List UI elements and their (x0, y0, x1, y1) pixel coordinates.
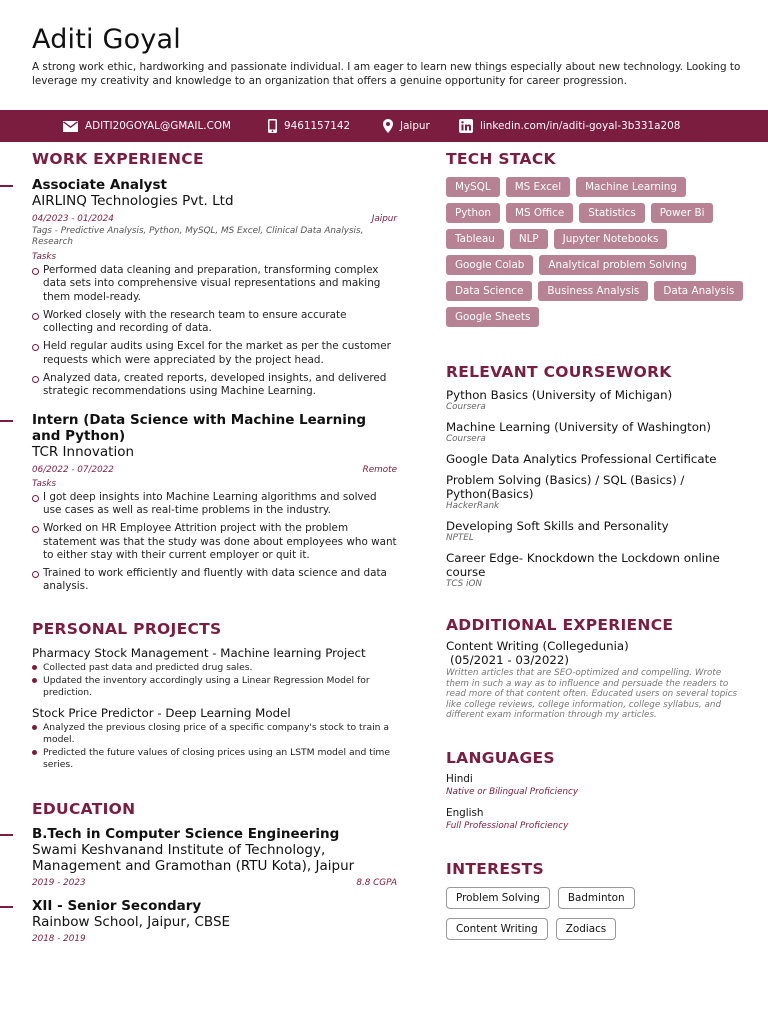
tech-chip: Data Analysis (654, 281, 743, 301)
task-item: Worked on HR Employee Attrition project with the problem statement was that the study was done about employees who want to either stay with their current employer or quit it. (32, 522, 397, 562)
job-org: AIRLINQ Technologies Pvt. Ltd (32, 193, 234, 209)
job-marker (0, 420, 13, 422)
tech-stack-section (446, 150, 746, 327)
tech-chip: Google Sheets (446, 307, 539, 327)
education-entry (32, 898, 397, 944)
tech-chip: Tableau (446, 229, 504, 249)
section-title-projects: PERSONAL PROJECTS (32, 619, 222, 638)
location-text: Jaipur (400, 120, 430, 132)
course-item (446, 420, 746, 445)
job-meta (32, 465, 397, 475)
education-degree: XII - Senior Secondary (32, 898, 202, 915)
contact-email[interactable] (63, 110, 231, 142)
left-column (32, 150, 397, 944)
interests-section (446, 860, 746, 940)
coursework-section (446, 363, 746, 590)
course-item (446, 452, 746, 466)
project-name: Stock Price Predictor - Deep Learning Model (32, 706, 291, 721)
job-entry (32, 177, 397, 399)
tech-chip: MS Office (506, 203, 573, 223)
education-marker (0, 834, 13, 836)
right-column (446, 150, 746, 940)
linkedin-text: linkedin.com/in/aditi-goyal-3b331a208 (480, 120, 681, 132)
job-entry (32, 412, 397, 594)
task-item: Held regular audits using Excel for the market as per the customer requests which were appreciated by the project head. (32, 340, 397, 367)
languages-section (446, 749, 746, 832)
project-bullets (32, 662, 397, 699)
personal-projects-section (32, 620, 397, 771)
job-meta (32, 214, 397, 224)
section-title-interests: INTERESTS (446, 859, 545, 878)
tech-chip: Google Colab (446, 255, 533, 275)
education-meta (32, 878, 397, 888)
project-bullet: Collected past data and predicted drug sales. (32, 662, 397, 674)
work-experience-section (32, 150, 397, 594)
additional-description: Written articles that are SEO-optimized and compelling. Wrote them in such a way as to influence and persuade the readers to read more of that content often. Educated users on several topics like college reviews, college information, college syllabus, and different exam information through my articles. (446, 668, 738, 721)
tasks-label: Tasks (32, 478, 57, 489)
tech-chip: Jupyter Notebooks (554, 229, 668, 249)
task-item: Analyzed data, created reports, developed insights, and delivered strategic recommendations using Machine Learning. (32, 372, 397, 399)
interest-tag: Problem Solving (446, 887, 550, 909)
course-name: Career Edge- Knockdown the Lockdown online course (446, 551, 720, 579)
course-provider: NPTEL (446, 533, 474, 543)
education-marker (0, 906, 13, 908)
job-location: Remote (362, 464, 397, 475)
resume-header (32, 24, 742, 88)
education-school: Swami Keshvanand Institute of Technology, Management and Gramothan (RTU Kota), Jaipur (32, 842, 355, 875)
course-item (446, 473, 746, 512)
summary: A strong work ethic, hardworking and passionate individual. I am eager to learn new things especially about new technology. Looking to leverage my creativity and knowledge to an organization that offers a genuine opportunity for career progression. (32, 61, 741, 87)
course-name: Python Basics (University of Michigan) (446, 388, 673, 402)
course-provider: Coursera (446, 402, 486, 412)
task-item: Performed data cleaning and preparation, transforming complex data sets into comprehensive visual representations and making them model-ready. (32, 264, 397, 304)
tech-chip: Data Science (446, 281, 532, 301)
education-score: 8.8 CGPA (356, 878, 397, 889)
section-title-languages: LANGUAGES (446, 748, 555, 767)
phone-icon (268, 119, 277, 133)
linkedin-icon (459, 119, 473, 133)
envelope-icon (63, 121, 78, 132)
project-name: Pharmacy Stock Management - Machine learning Project (32, 645, 366, 660)
course-name: Developing Soft Skills and Personality (446, 519, 669, 533)
job-org: TCR Innovation (32, 443, 135, 460)
contact-phone[interactable] (268, 110, 350, 142)
language-level: Full Professional Proficiency (446, 820, 569, 831)
education-entry (32, 826, 397, 888)
education-section (32, 800, 397, 944)
project-bullet: Updated the inventory accordingly using a Linear Regression Model for prediction. (32, 675, 397, 698)
project-bullet: Analyzed the previous closing price of a specific company's stock to train a model. (32, 722, 397, 745)
tech-chip: Statistics (579, 203, 645, 223)
course-item (446, 519, 746, 544)
course-provider: TCS iON (446, 579, 483, 589)
job-role: Intern (Data Science with Machine Learning and Python) (32, 411, 367, 444)
task-list (32, 491, 397, 594)
candidate-name: Aditi Goyal (32, 24, 181, 55)
task-item: Trained to work efficiently and fluently with data science and data analysis. (32, 567, 397, 594)
language-level: Native or Bilingual Proficiency (446, 786, 579, 797)
tech-chip: MS Excel (506, 177, 570, 197)
job-dates: 06/2022 - 07/2022 (32, 464, 114, 475)
task-list (32, 264, 397, 399)
tech-chip: NLP (510, 229, 548, 249)
course-item (446, 388, 746, 413)
additional-role: Content Writing (Collegedunia) (446, 639, 629, 653)
additional-entry (446, 639, 746, 721)
course-name: Google Data Analytics Professional Certificate (446, 452, 717, 466)
section-title-tech: TECH STACK (446, 150, 556, 168)
job-role: Associate Analyst (32, 177, 167, 193)
education-dates: 2018 - 2019 (32, 934, 86, 945)
tech-chip: Python (446, 203, 500, 223)
course-name: Machine Learning (University of Washington) (446, 420, 712, 434)
language-name: Hindi (446, 772, 473, 785)
project-bullets (32, 722, 397, 770)
location-pin-icon (383, 119, 393, 133)
course-name: Problem Solving (Basics) / SQL (Basics) / Python(Basics) (446, 473, 685, 501)
course-provider: HackerRank (446, 501, 500, 511)
course-provider: Coursera (446, 434, 486, 444)
course-list (446, 388, 746, 590)
tech-chip: Machine Learning (576, 177, 686, 197)
language-name: English (446, 806, 484, 819)
education-meta (32, 934, 397, 944)
language-item (446, 807, 746, 832)
tech-chip: MySQL (446, 177, 500, 197)
education-dates: 2019 - 2023 (32, 878, 86, 889)
task-item: I got deep insights into Machine Learning algorithms and solved use cases as well as real-time problems in the industry. (32, 491, 397, 518)
tasks-label: Tasks (32, 252, 57, 262)
additional-dates: (05/2021 - 03/2022) (450, 653, 569, 667)
contact-linkedin[interactable] (459, 110, 680, 142)
section-title-coursework: RELEVANT COURSEWORK (446, 363, 672, 381)
section-title-additional: ADDITIONAL EXPERIENCE (446, 616, 674, 634)
additional-experience-section (446, 616, 746, 721)
course-item (446, 551, 746, 590)
task-item: Worked closely with the research team to ensure accurate collecting and recording of data. (32, 309, 397, 336)
tech-chip: Power Bi (651, 203, 714, 223)
language-item (446, 773, 746, 798)
section-title-work: WORK EXPERIENCE (32, 150, 204, 168)
education-degree: B.Tech in Computer Science Engineering (32, 826, 340, 843)
job-tags: Tags - Predictive Analysis, Python, MySQL, MS Excel, Clinical Data Analysis, Research (32, 226, 364, 247)
contact-bar (0, 110, 768, 142)
contact-location (383, 110, 430, 142)
job-marker (0, 185, 13, 187)
email-text: ADITI20GOYAL@GMAIL.COM (85, 120, 231, 132)
project-entry (32, 646, 397, 699)
project-bullet: Predicted the future values of closing prices using an LSTM model and time series. (32, 747, 397, 770)
tech-chip: Analytical problem Solving (539, 255, 696, 275)
interest-list (446, 887, 686, 940)
phone-text: 9461157142 (284, 120, 351, 132)
interest-tag: Zodiacs (556, 918, 616, 940)
education-school: Rainbow School, Jaipur, CBSE (32, 914, 231, 931)
section-title-education: EDUCATION (32, 800, 136, 819)
project-entry (32, 706, 397, 770)
tech-chip: Business Analysis (538, 281, 648, 301)
job-location: Jaipur (371, 214, 397, 224)
interest-tag: Content Writing (446, 918, 548, 940)
tech-chip-list (446, 177, 746, 327)
job-dates: 04/2023 - 01/2024 (32, 214, 114, 224)
interest-tag: Badminton (558, 887, 635, 909)
